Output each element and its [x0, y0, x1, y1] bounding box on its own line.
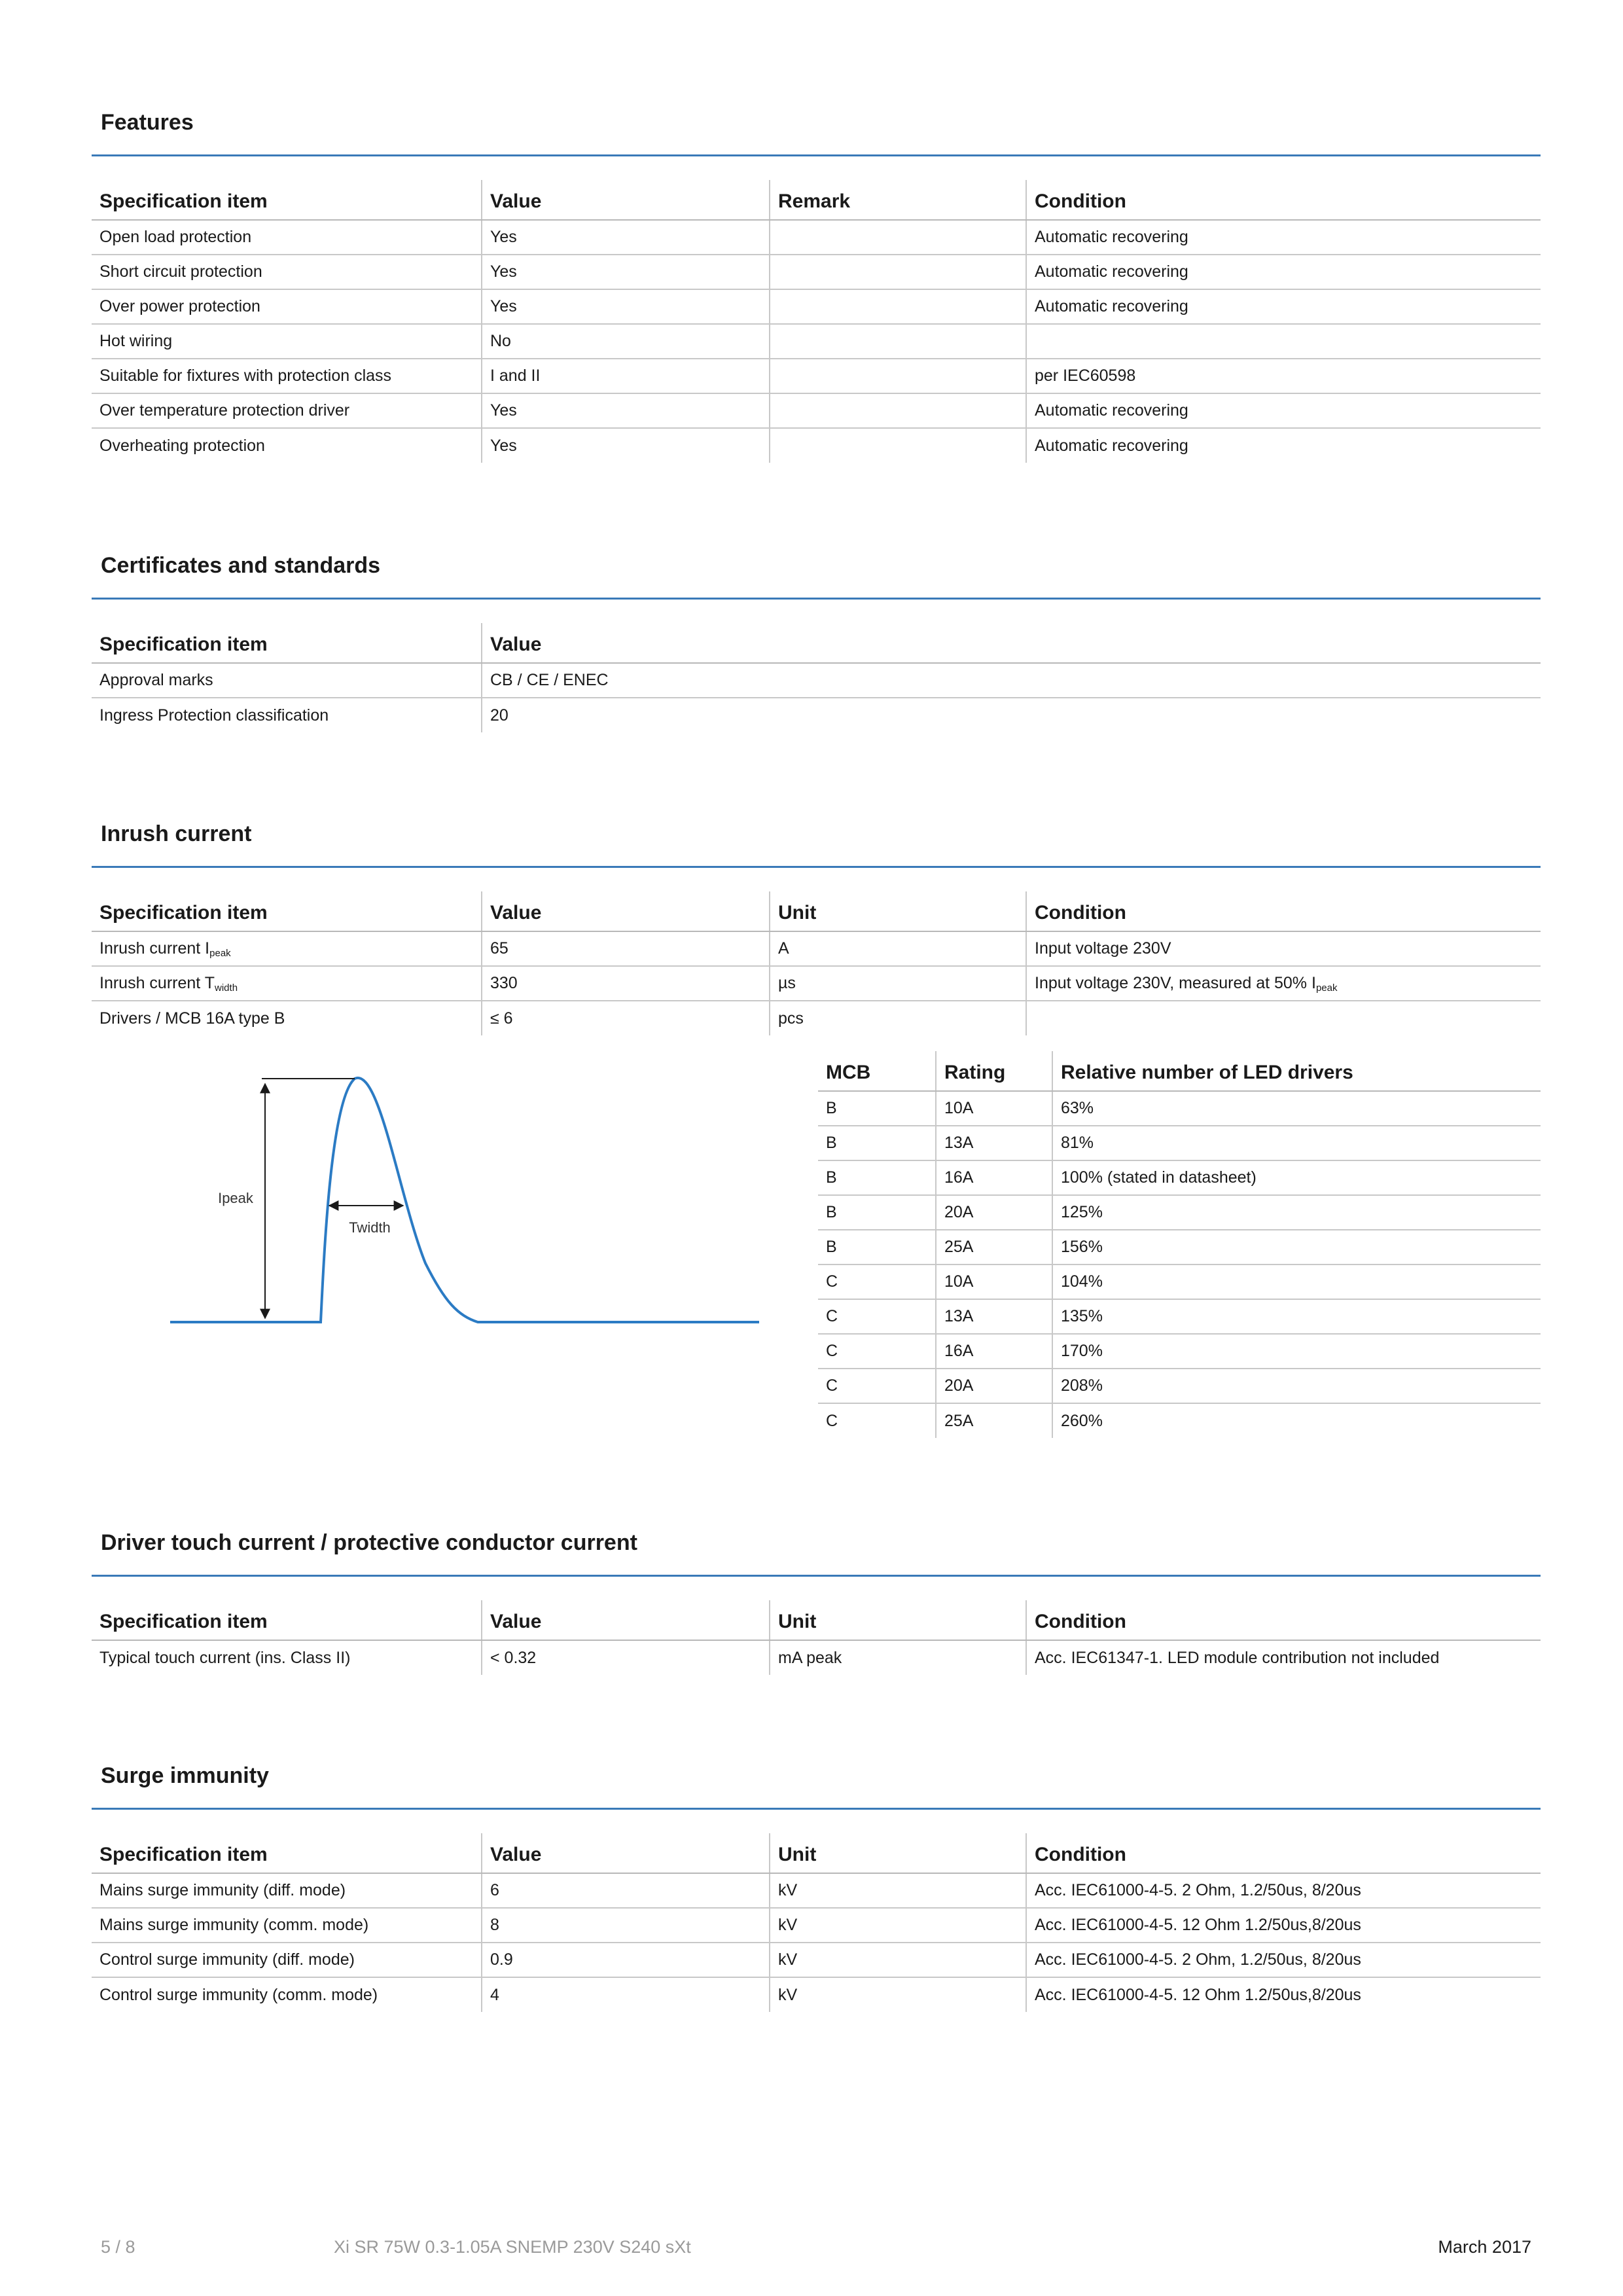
- table-cell: 330: [482, 966, 770, 1001]
- inrush-table: [92, 891, 1541, 1035]
- header-cell: Specification item: [92, 891, 482, 931]
- table-cell: 10A: [936, 1091, 1052, 1126]
- header-cell: Unit: [770, 891, 1026, 931]
- cell-text: Input voltage 230V, measured at 50% I: [1035, 973, 1316, 992]
- table-row: [92, 1640, 1541, 1675]
- table-row: [92, 359, 1541, 393]
- table-cell: C: [818, 1334, 936, 1369]
- table-cell: B: [818, 1091, 936, 1126]
- table-cell: Acc. IEC61000-4-5. 12 Ohm 1.2/50us,8/20us: [1026, 1908, 1541, 1943]
- inrush-title: Inrush current: [92, 823, 1541, 868]
- table-cell: [770, 289, 1026, 324]
- table-row: [92, 966, 1541, 1001]
- table-row: [92, 428, 1541, 463]
- table-row: [818, 1126, 1541, 1160]
- waveform-curve: [170, 1078, 759, 1322]
- inrush-waveform-diagram: [164, 1060, 766, 1335]
- table-cell: 25A: [936, 1403, 1052, 1438]
- table-row: [92, 663, 1541, 698]
- header-cell: Condition: [1026, 891, 1541, 931]
- table-cell: [1026, 324, 1541, 359]
- header-cell: Specification item: [92, 623, 482, 663]
- table-cell: Mains surge immunity (diff. mode): [92, 1873, 482, 1908]
- table-cell: pcs: [770, 1001, 1026, 1035]
- table-cell: CB / CE / ENEC: [482, 663, 1541, 698]
- table-cell: [92, 931, 482, 966]
- table-cell: ≤ 6: [482, 1001, 770, 1035]
- table-cell: [770, 393, 1026, 428]
- table-cell: 16A: [936, 1160, 1052, 1195]
- table-cell: [1026, 1001, 1541, 1035]
- table-cell: Yes: [482, 428, 770, 463]
- cell-subscript: peak: [209, 947, 231, 959]
- table-cell: 4: [482, 1977, 770, 2012]
- table-cell: [770, 255, 1026, 289]
- header-cell: Value: [482, 1600, 770, 1640]
- table-row: [818, 1160, 1541, 1195]
- table-row: [92, 1943, 1541, 1977]
- table-cell: mA peak: [770, 1640, 1026, 1675]
- features-section: [92, 111, 1541, 463]
- table-cell: 260%: [1052, 1403, 1541, 1438]
- table-cell: C: [818, 1299, 936, 1334]
- header-cell: MCB: [818, 1051, 936, 1091]
- table-cell: Acc. IEC61000-4-5. 2 Ohm, 1.2/50us, 8/20us: [1026, 1943, 1541, 1977]
- surge-table: [92, 1833, 1541, 2012]
- table-cell: kV: [770, 1873, 1026, 1908]
- table-row: [818, 1299, 1541, 1334]
- table-cell: 10A: [936, 1265, 1052, 1299]
- touch-current-section: [92, 1532, 1541, 1675]
- table-cell: 135%: [1052, 1299, 1541, 1334]
- table-cell: [770, 220, 1026, 255]
- header-cell: Condition: [1026, 180, 1541, 220]
- header-cell: Specification item: [92, 180, 482, 220]
- table-cell: C: [818, 1369, 936, 1403]
- table-cell: [1026, 966, 1541, 1001]
- header-cell: Unit: [770, 1833, 1026, 1873]
- table-cell: [770, 324, 1026, 359]
- header-cell: Relative number of LED drivers: [1052, 1051, 1541, 1091]
- table-cell: Input voltage 230V: [1026, 931, 1541, 966]
- table-cell: Short circuit protection: [92, 255, 482, 289]
- table-cell: 170%: [1052, 1334, 1541, 1369]
- table-cell: Control surge immunity (diff. mode): [92, 1943, 482, 1977]
- document-date: March 2017: [1438, 2237, 1531, 2257]
- table-cell: Mains surge immunity (comm. mode): [92, 1908, 482, 1943]
- table-cell: 8: [482, 1908, 770, 1943]
- table-cell: 100% (stated in datasheet): [1052, 1160, 1541, 1195]
- table-cell: 125%: [1052, 1195, 1541, 1230]
- header-cell: Unit: [770, 1600, 1026, 1640]
- table-cell: < 0.32: [482, 1640, 770, 1675]
- table-cell: [770, 428, 1026, 463]
- table-cell: Yes: [482, 393, 770, 428]
- surge-section: [92, 1765, 1541, 2012]
- twidth-label: Twidth: [349, 1219, 391, 1236]
- table-cell: Over temperature protection driver: [92, 393, 482, 428]
- table-cell: kV: [770, 1977, 1026, 2012]
- table-row: [92, 1977, 1541, 2012]
- header-cell: Value: [482, 180, 770, 220]
- table-cell: Automatic recovering: [1026, 393, 1541, 428]
- table-cell: 25A: [936, 1230, 1052, 1265]
- header-cell: Condition: [1026, 1833, 1541, 1873]
- table-row: [92, 1873, 1541, 1908]
- table-cell: 13A: [936, 1126, 1052, 1160]
- table-cell: Acc. IEC61000-4-5. 12 Ohm 1.2/50us,8/20us: [1026, 1977, 1541, 2012]
- cell-text: Inrush current I: [99, 939, 210, 958]
- features-table: [92, 180, 1541, 463]
- cell-subscript: width: [215, 982, 238, 994]
- table-cell: Open load protection: [92, 220, 482, 255]
- table-row: [92, 698, 1541, 732]
- touch-current-table: [92, 1600, 1541, 1675]
- table-row: [92, 324, 1541, 359]
- table-cell: µs: [770, 966, 1026, 1001]
- table-cell: Automatic recovering: [1026, 255, 1541, 289]
- header-cell: Value: [482, 623, 1541, 663]
- cell-subscript: peak: [1315, 982, 1338, 994]
- page-number: 5 / 8: [101, 2237, 135, 2257]
- table-cell: Yes: [482, 289, 770, 324]
- table-cell: Over power protection: [92, 289, 482, 324]
- table-cell: 20A: [936, 1195, 1052, 1230]
- table-row: [92, 220, 1541, 255]
- table-cell: per IEC60598: [1026, 359, 1541, 393]
- table-cell: Yes: [482, 220, 770, 255]
- table-cell: B: [818, 1160, 936, 1195]
- table-cell: C: [826, 1411, 838, 1430]
- table-row: [92, 255, 1541, 289]
- touch-current-title: Driver touch current / protective conductor current: [92, 1532, 1541, 1577]
- table-cell: 104%: [1052, 1265, 1541, 1299]
- certificates-table: [92, 623, 1541, 732]
- table-cell: I and II: [482, 359, 770, 393]
- product-name: Xi SR 75W 0.3-1.05A SNEMP 230V S240 sXt: [334, 2237, 691, 2257]
- header-cell: Specification item: [92, 1600, 482, 1640]
- table-cell: B: [818, 1126, 936, 1160]
- table-cell: B: [818, 1230, 936, 1265]
- table-cell: A: [770, 931, 1026, 966]
- table-cell: Approval marks: [92, 663, 482, 698]
- table-cell: Suitable for fixtures with protection class: [92, 359, 482, 393]
- header-cell: Rating: [936, 1051, 1052, 1091]
- table-row: [818, 1369, 1541, 1403]
- table-cell: Overheating protection: [99, 436, 265, 455]
- table-cell: 20: [482, 698, 1541, 732]
- certificates-section: [92, 554, 1541, 732]
- table-cell: [770, 359, 1026, 393]
- table-cell: Control surge immunity (comm. mode): [99, 1985, 378, 2004]
- inrush-section: [92, 823, 1541, 1035]
- header-cell: Remark: [770, 180, 1026, 220]
- table-cell: 0.9: [482, 1943, 770, 1977]
- table-cell: 6: [482, 1873, 770, 1908]
- table-cell: Drivers / MCB 16A type B: [99, 1009, 285, 1028]
- table-cell: Hot wiring: [92, 324, 482, 359]
- header-cell: Value: [482, 1833, 770, 1873]
- table-row: [92, 289, 1541, 324]
- table-cell: Yes: [482, 255, 770, 289]
- table-row: [92, 393, 1541, 428]
- table-cell: 156%: [1052, 1230, 1541, 1265]
- table-cell: 81%: [1052, 1126, 1541, 1160]
- table-cell: kV: [770, 1908, 1026, 1943]
- mcb-table: [818, 1051, 1541, 1438]
- table-row: [92, 1908, 1541, 1943]
- table-cell: kV: [770, 1943, 1026, 1977]
- header-cell: Condition: [1026, 1600, 1541, 1640]
- table-row: [92, 1001, 1541, 1035]
- surge-title: Surge immunity: [92, 1765, 1541, 1810]
- ipeak-label: Ipeak: [218, 1190, 253, 1206]
- table-cell: 208%: [1052, 1369, 1541, 1403]
- table-cell: 20A: [936, 1369, 1052, 1403]
- table-row: [92, 931, 1541, 966]
- table-cell: 13A: [936, 1299, 1052, 1334]
- table-cell: B: [818, 1195, 936, 1230]
- table-row: [818, 1091, 1541, 1126]
- table-row: [818, 1230, 1541, 1265]
- table-row: [818, 1265, 1541, 1299]
- header-cell: Specification item: [92, 1833, 482, 1873]
- table-cell: Acc. IEC61000-4-5. 2 Ohm, 1.2/50us, 8/20us: [1026, 1873, 1541, 1908]
- table-cell: 63%: [1052, 1091, 1541, 1126]
- table-cell: Automatic recovering: [1026, 220, 1541, 255]
- features-title: Features: [92, 111, 1541, 156]
- table-cell: 65: [482, 931, 770, 966]
- certificates-title: Certificates and standards: [92, 554, 1541, 600]
- table-cell: No: [482, 324, 770, 359]
- table-cell: Acc. IEC61347-1. LED module contribution not included: [1026, 1640, 1541, 1675]
- header-cell: Value: [482, 891, 770, 931]
- table-row: [818, 1195, 1541, 1230]
- table-cell: Ingress Protection classification: [99, 706, 329, 725]
- table-cell: [92, 966, 482, 1001]
- table-cell: Automatic recovering: [1026, 428, 1541, 463]
- table-row: [818, 1403, 1541, 1438]
- table-row: [818, 1334, 1541, 1369]
- table-cell: Automatic recovering: [1026, 289, 1541, 324]
- table-cell: C: [818, 1265, 936, 1299]
- cell-text: Inrush current T: [99, 973, 215, 992]
- table-cell: Typical touch current (ins. Class II): [99, 1648, 351, 1667]
- table-cell: 16A: [936, 1334, 1052, 1369]
